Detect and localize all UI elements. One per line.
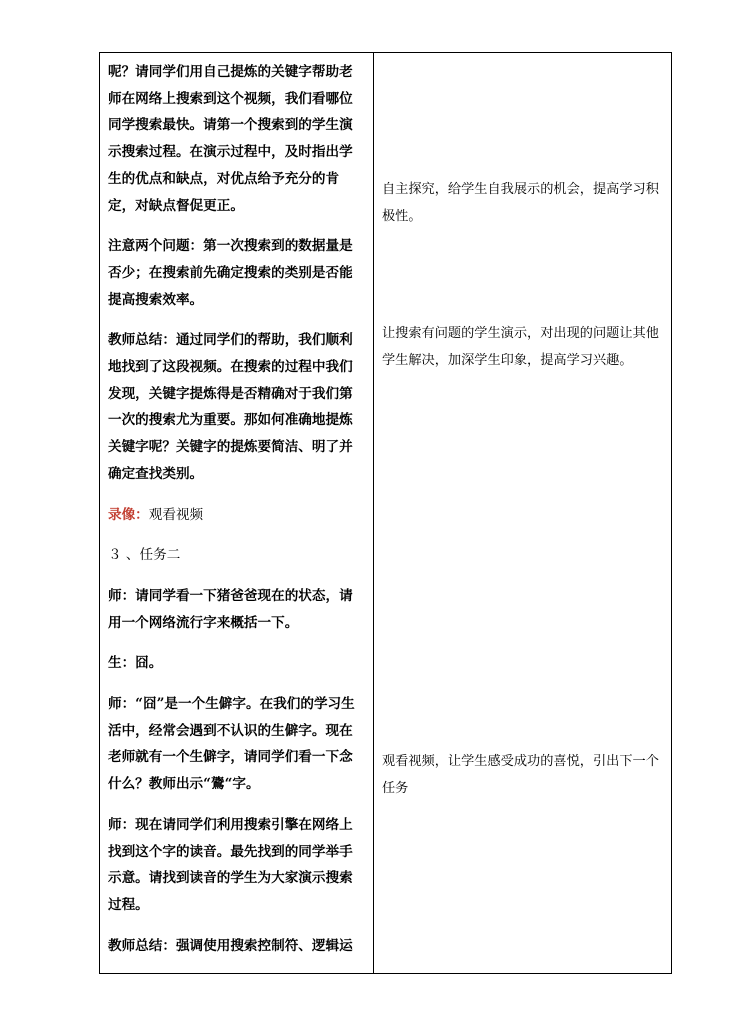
paragraph-student-answer: 生：囧。 (108, 655, 163, 672)
paragraph-search-reading: 师：现在请同学们利用搜索引擎在网络上找到这个字的读音。最先找到的同学举手示意。请找到读音的学生为大家演示搜索过程。 (108, 816, 353, 913)
design-intent-cell (374, 53, 672, 974)
paragraph-demo-search: 呢？请同学们用自己提炼的关键字帮助老师在网络上搜索到这个视频，我们看哪位同学搜索最快。请第一个搜索到的学生演示搜索过程。在演示过程中，及时指出学生的优点和缺点，对优点给予充分的肯定，对缺点督促更正。 (108, 64, 353, 214)
note-watch-video: 观看视频，让学生感受成功的喜悦，引出下一个任务 (382, 754, 659, 796)
paragraph-teacher-summary-1: 教师总结：通过同学们的帮助，我们顺利地找到了这段视频。在搜索的过程中我们发现，关键字提炼得是否精确对于我们第一次的搜索尤为重要。那如何准确地提炼关键字呢？关键字的提炼要简洁、明了并确定查找类别。 (108, 332, 353, 482)
paragraph-teacher-prompt: 师：请同学看一下猪爸爸现在的状态，请用一个网络流行字来概括一下。 (108, 587, 353, 631)
video-text: 观看视频 (148, 506, 204, 523)
task-two-heading: ３ 、任务二 (108, 547, 181, 564)
note-demo-problems: 让搜索有问题的学生演示，对出现的问题让其他学生解决，加深学生印象，提高学习兴趣。 (382, 326, 659, 368)
table-row (100, 53, 672, 974)
note-self-exploration: 自主探究，给学生自我展示的机会，提高学习积极性。 (382, 182, 659, 224)
paragraph-two-issues: 注意两个问题：第一次搜索到的数据量是否少；在搜索前先确定搜索的类别是否能提高搜索效率。 (108, 238, 353, 308)
video-label: 录像： (108, 506, 149, 523)
teaching-process-cell (100, 53, 374, 974)
paragraph-teacher-summary-2: 教师总结：强调使用搜索控制符、逻辑运 (108, 937, 353, 954)
paragraph-rare-character: 师：“囧”是一个生僻字。在我们的学习生活中，经常会遇到不认识的生僻字。现在老师就有一个生僻字，请同学们看一下念什么？教师出示“鷟“字。 (108, 696, 355, 793)
lesson-plan-table (99, 52, 672, 974)
paragraph-video (108, 502, 365, 529)
